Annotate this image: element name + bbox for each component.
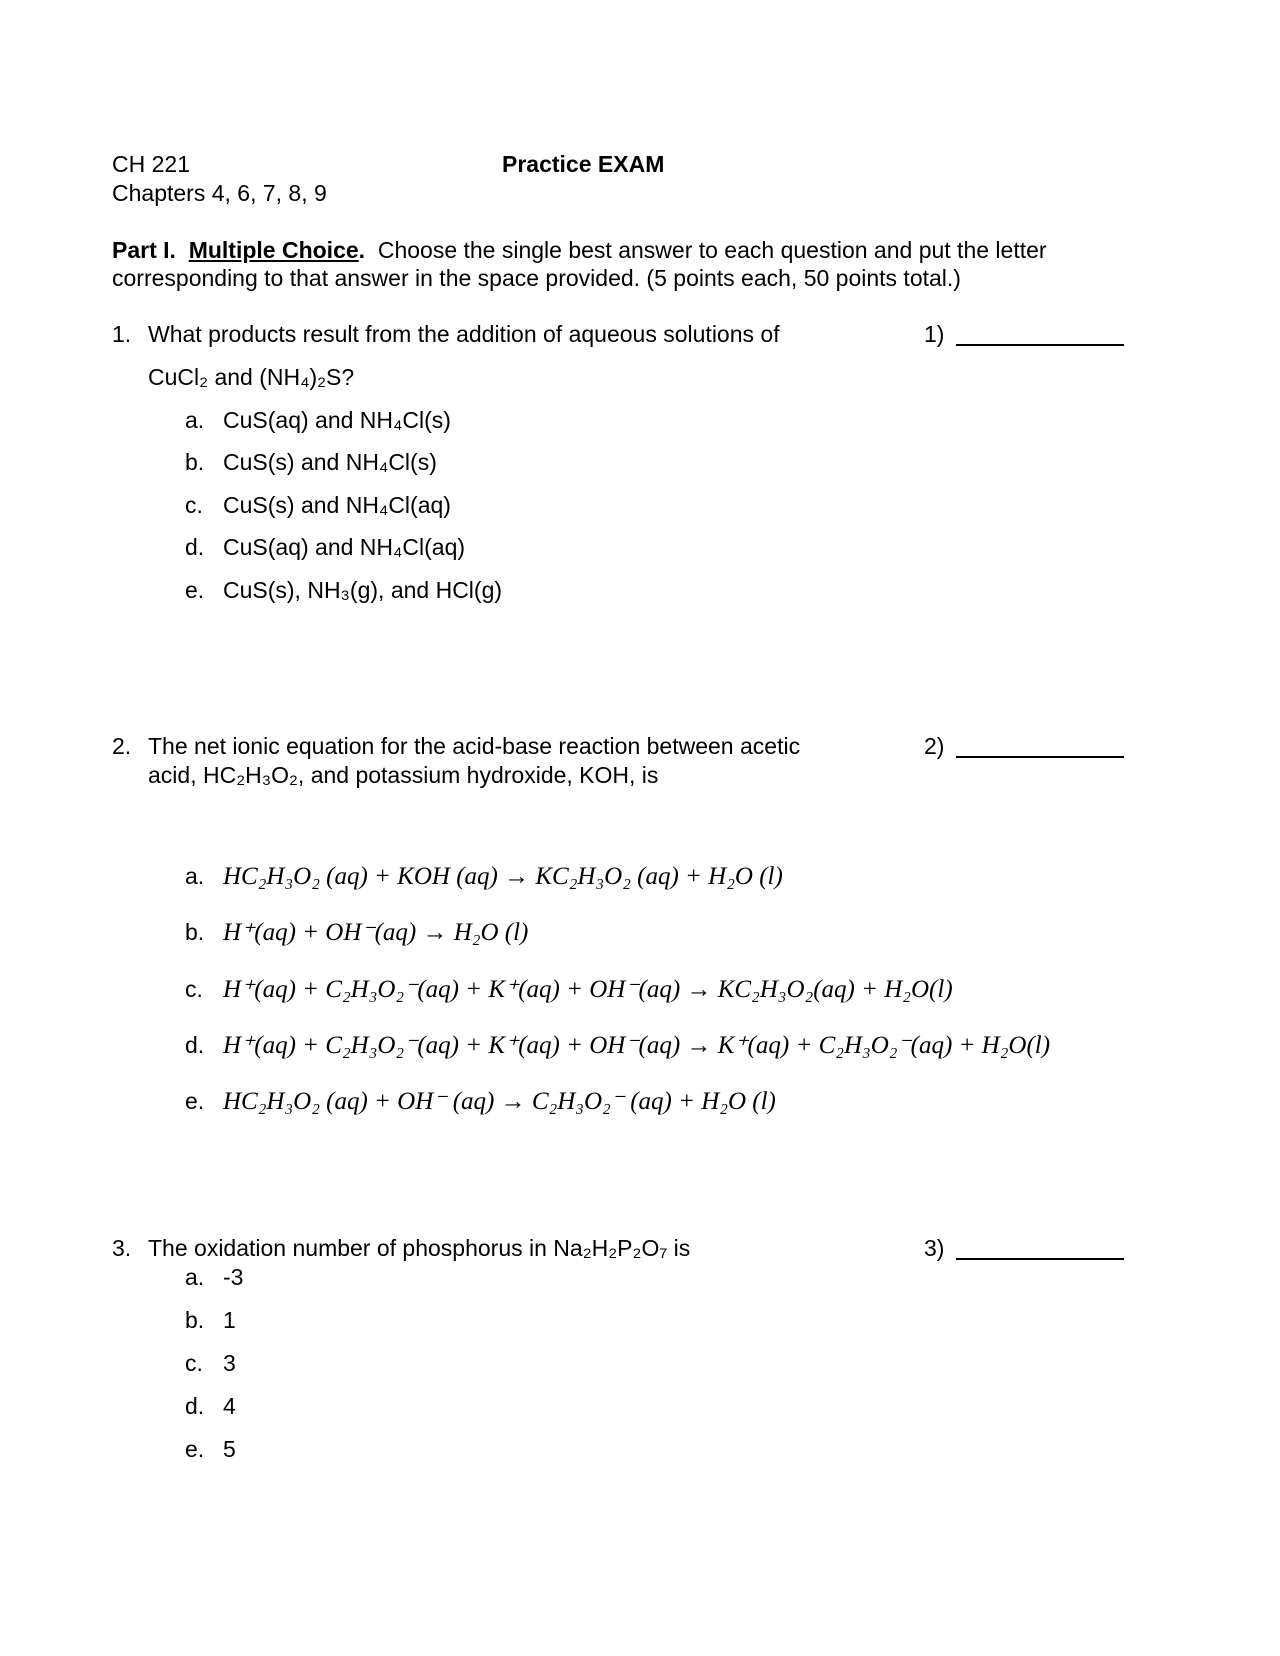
instructions-line-2: corresponding to that answer in the space provided. (5 points each, 50 points total.) xyxy=(112,265,961,291)
question-2-stem-2: acid, HC₂H₃O₂, and potassium hydroxide, KOH, is xyxy=(148,762,659,788)
part-label: Part I. xyxy=(112,237,176,263)
question-3-stem: The oxidation number of phosphorus in Na₂H₂P₂O₇ is xyxy=(148,1235,691,1261)
q2-option-c: c. H⁺(aq) + C₂H₃O₂⁻(aq) + K⁺(aq) + OH⁻(aq) → KC₂H₃O₂(aq) + H₂O(l) xyxy=(185,976,953,1003)
q3-option-d: d. 4 xyxy=(185,1393,236,1419)
question-3-number: 3. xyxy=(112,1235,132,1261)
answer-label-1: 1) xyxy=(924,321,945,347)
answer-label-3: 3) xyxy=(924,1235,945,1261)
answer-blank-1[interactable] xyxy=(956,344,1124,346)
question-2-stem: The net ionic equation for the acid-base reaction between acetic xyxy=(148,733,801,759)
q1-option-b: b. CuS(s) and NH₄Cl(s) xyxy=(185,449,437,475)
q1-option-e: e. CuS(s), NH₃(g), and HCl(g) xyxy=(185,577,503,603)
q2-option-a: a. HC₂H₃O₂ (aq) + KOH (aq) → KC₂H₃O₂ (aq) + H₂O (l) xyxy=(185,863,783,890)
q3-option-a: a. -3 xyxy=(185,1264,244,1290)
answer-blank-3[interactable] xyxy=(956,1258,1124,1260)
chapters-line: Chapters 4, 6, 7, 8, 9 xyxy=(112,180,327,206)
q2-option-e: e. HC₂H₃O₂ (aq) + OH⁻ (aq) → C₂H₃O₂⁻ (aq) + H₂O (l) xyxy=(185,1088,776,1115)
answer-blank-2[interactable] xyxy=(956,756,1124,758)
q1-option-d: d. CuS(aq) and NH₄Cl(aq) xyxy=(185,534,466,560)
question-1-stem-2: CuCl₂ and (NH₄)₂S? xyxy=(148,364,355,390)
course-code: CH 221 xyxy=(112,151,190,177)
question-1-stem: What products result from the addition of aqueous solutions of xyxy=(148,321,780,347)
section-label: Multiple Choice xyxy=(188,237,359,263)
answer-label-2: 2) xyxy=(924,733,945,759)
instructions-text: Choose the single best answer to each question and put the letter xyxy=(377,237,1047,263)
instructions-line-1: Part I. Multiple Choice. Choose the single best answer to each question and put the letter xyxy=(112,237,1047,263)
question-2-number: 2. xyxy=(112,733,132,759)
question-1-number: 1. xyxy=(112,321,132,347)
q3-option-b: b. 1 xyxy=(185,1307,236,1333)
exam-title: Practice EXAM xyxy=(502,151,665,177)
q2-option-d: d. H⁺(aq) + C₂H₃O₂⁻(aq) + K⁺(aq) + OH⁻(aq) → K⁺(aq) + C₂H₃O₂⁻(aq) + H₂O(l) xyxy=(185,1032,1051,1059)
q3-option-c: c. 3 xyxy=(185,1350,236,1376)
q3-option-e: e. 5 xyxy=(185,1436,236,1462)
q1-option-a: a. CuS(aq) and NH₄Cl(s) xyxy=(185,407,451,433)
q1-option-c: c. CuS(s) and NH₄Cl(aq) xyxy=(185,492,451,518)
q2-option-b: b. H⁺(aq) + OH⁻(aq) → H₂O (l) xyxy=(185,919,529,946)
